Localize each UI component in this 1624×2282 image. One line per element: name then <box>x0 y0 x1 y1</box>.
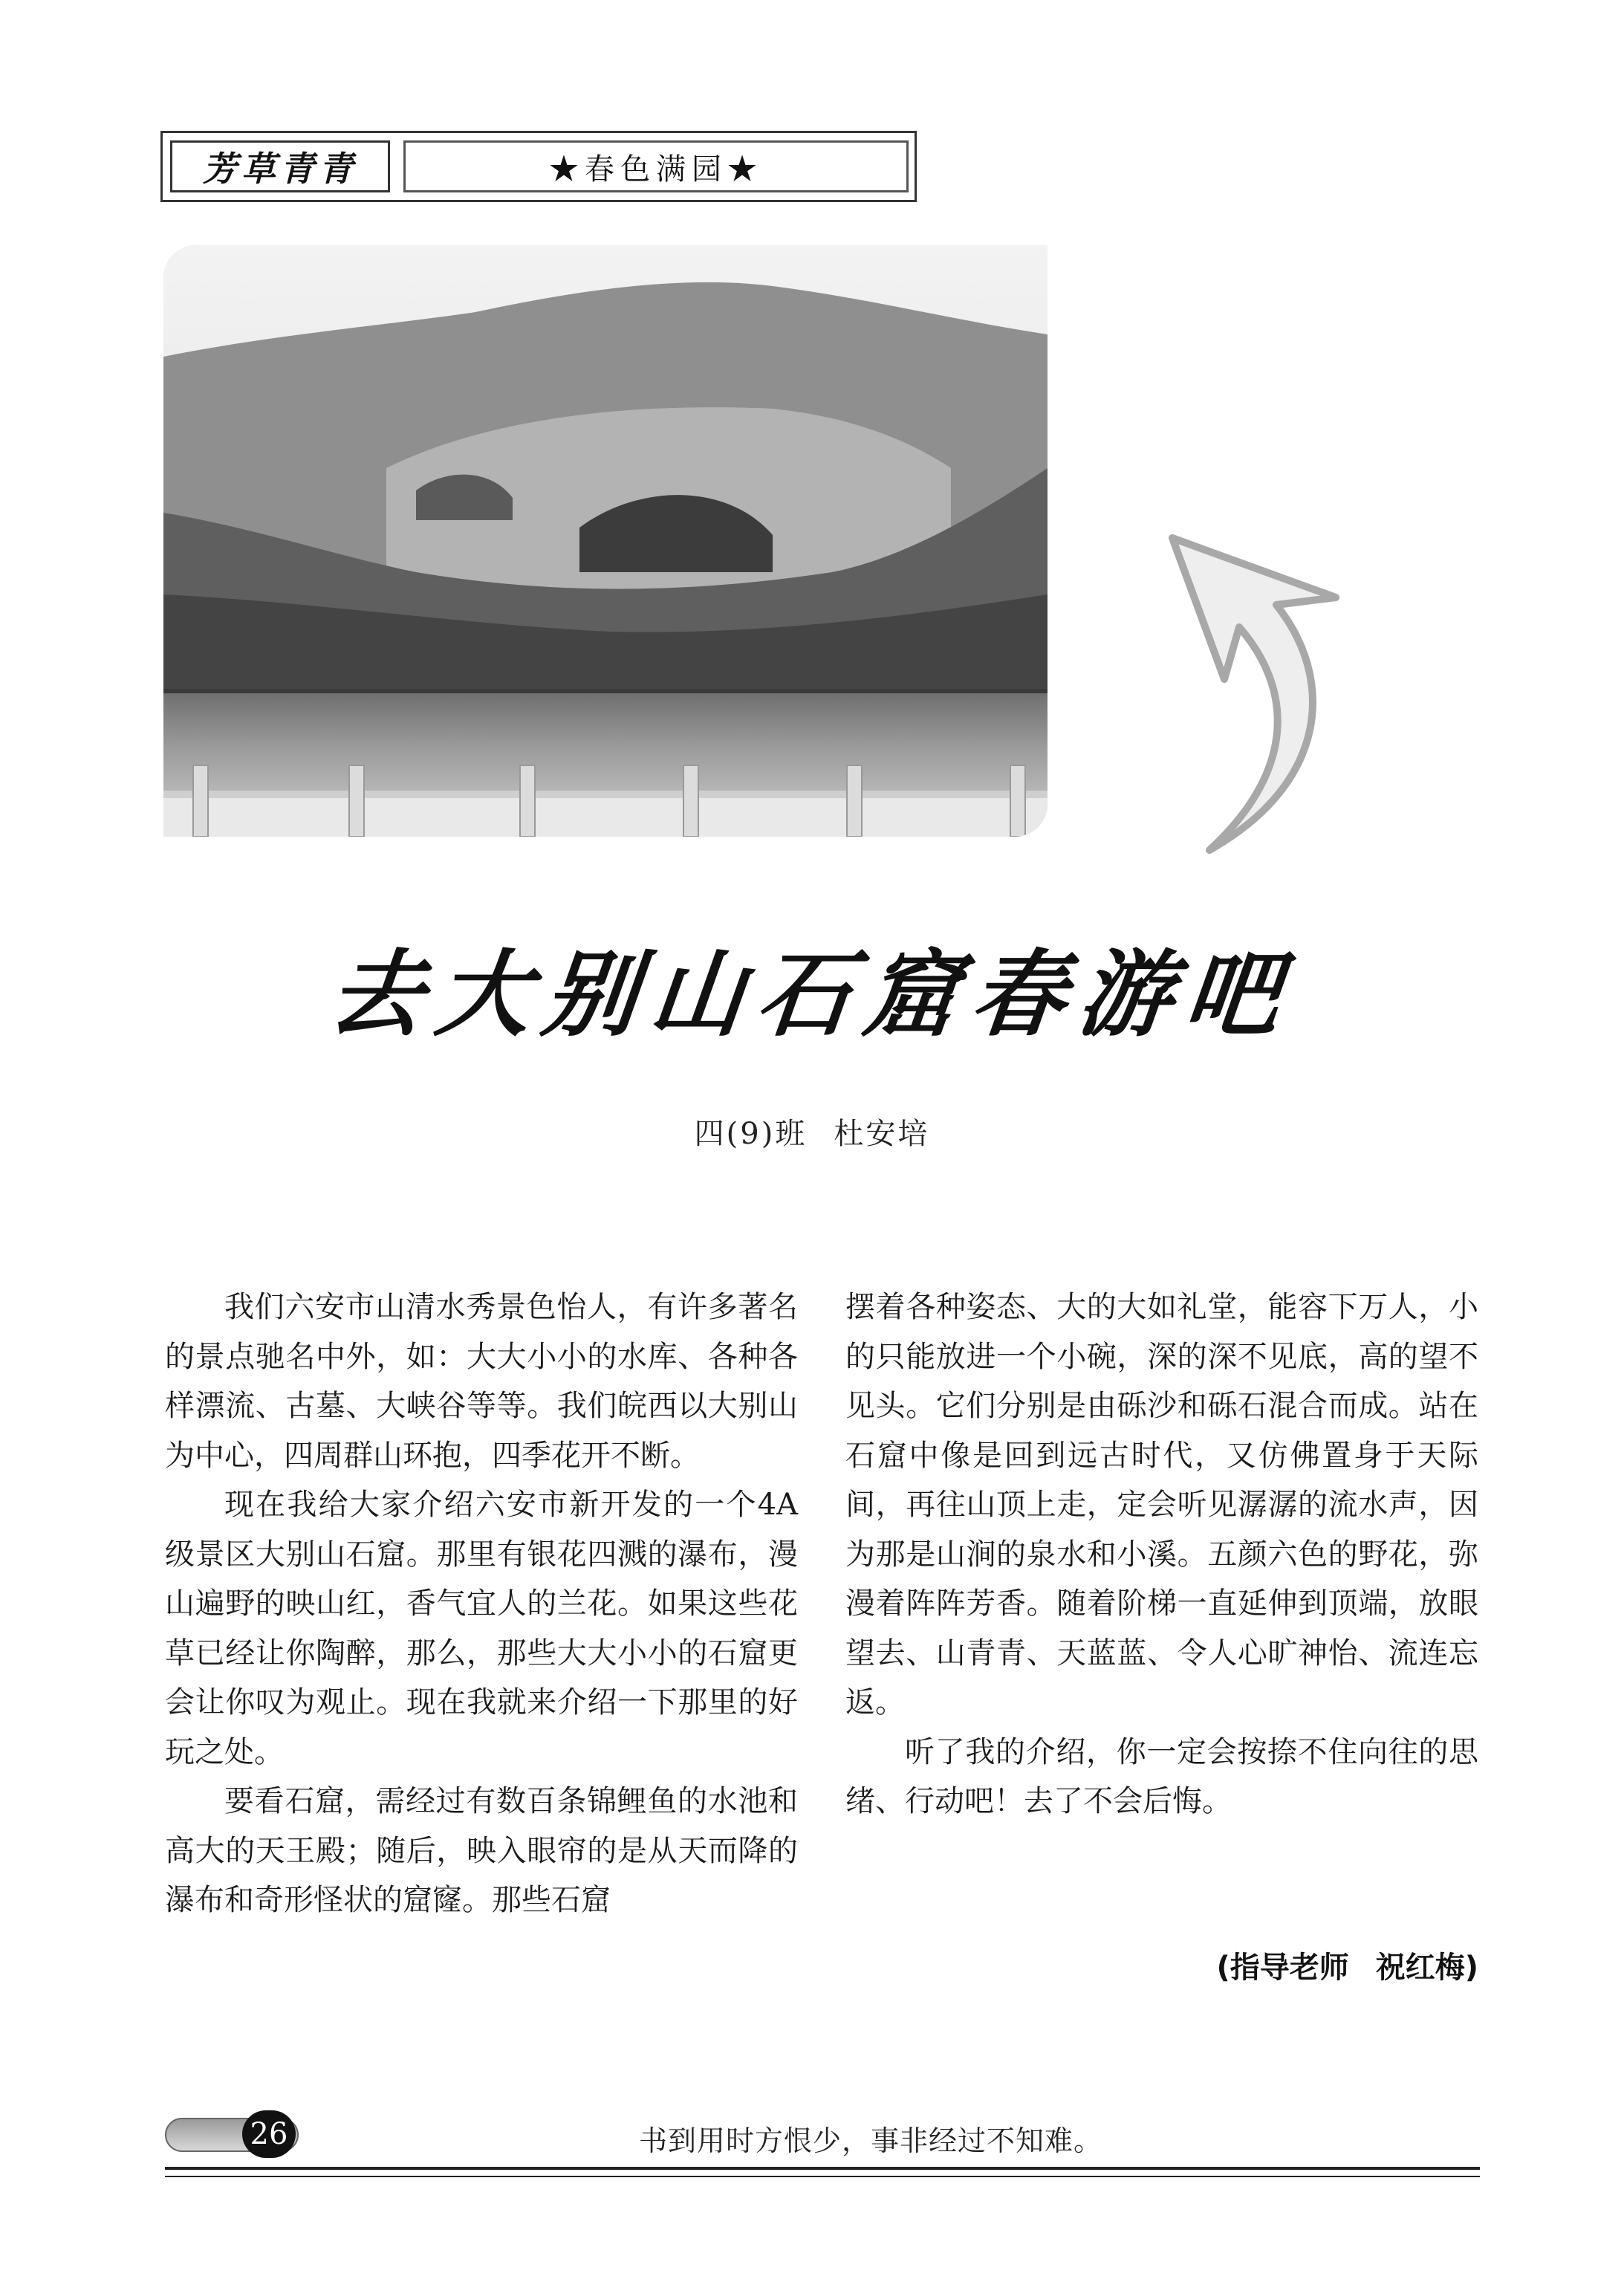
paragraph: 摆着各种姿态、大的大如礼堂，能容下万人，小的只能放进一个小碗，深的深不见底，高的望不见头。它们分别是由砾沙和砾石混合而成。站在石窟中像是回到远古时代，又仿佛置身于天际间，再往山顶上走，定会听见潺潺的流水声，因为那是山涧的泉水和小溪。五颜六色的野花，弥漫着阵阵芳香。随着阶梯一直延伸到顶端，放眼望去、山青青、天蓝蓝、令人心旷神怡、流连忘返。 <box>845 1290 1478 1719</box>
teacher-label: (指导老师 <box>1216 1951 1349 1985</box>
page-number: 26 <box>242 2110 296 2158</box>
byline <box>0 1110 1624 1153</box>
paragraph: 要看石窟，需经过有数百条锦鲤鱼的水池和高大的天王殿；随后，映入眼帘的是从天而降的瀑布和奇形怪状的窟窿。那些石窟 <box>165 1784 798 1917</box>
author-name: 杜安培 <box>834 1117 930 1151</box>
body-column-left <box>165 1283 798 1925</box>
footer-motto: 书到用时方恨少，事非经过不知难。 <box>639 2124 1103 2157</box>
teacher-name: 祝红梅) <box>1375 1951 1478 1985</box>
paragraph: 现在我给大家介绍六安市新开发的一个4A级景区大别山石窟。那里有银花四溅的瀑布，漫山遍野的映山红，香气宜人的兰花。如果这些花草已经让你陶醉，那么，那些大大小小的石窟更会让你叹为观止。现在我就来介绍一下那里的好玩之处。 <box>165 1488 798 1769</box>
footer-rule <box>165 2176 1480 2177</box>
article-title: 去大别山石窟春游吧 <box>324 940 1299 1049</box>
paragraph: 听了我的介绍，你一定会按捺不住向往的思绪、行动吧！去了不会后悔。 <box>845 1734 1478 1818</box>
body-column-right <box>845 1283 1478 1826</box>
column-label: 芳草青青 <box>170 140 390 192</box>
footer-rule <box>165 2167 1480 2170</box>
mountain-photo <box>163 245 1048 837</box>
curved-arrow-icon <box>1143 516 1343 865</box>
teacher-credit <box>845 1944 1478 1986</box>
section-header <box>160 131 917 202</box>
class-name: 四(9)班 <box>694 1117 808 1151</box>
paragraph: 我们六安市山清水秀景色怡人，有许多著名的景点驰名中外，如：大大小小的水库、各种各样漂流、古墓、大峡谷等等。我们皖西以大别山为中心，四周群山环抱，四季花开不断。 <box>165 1290 798 1473</box>
section-label: ★春色满园★ <box>403 140 909 192</box>
